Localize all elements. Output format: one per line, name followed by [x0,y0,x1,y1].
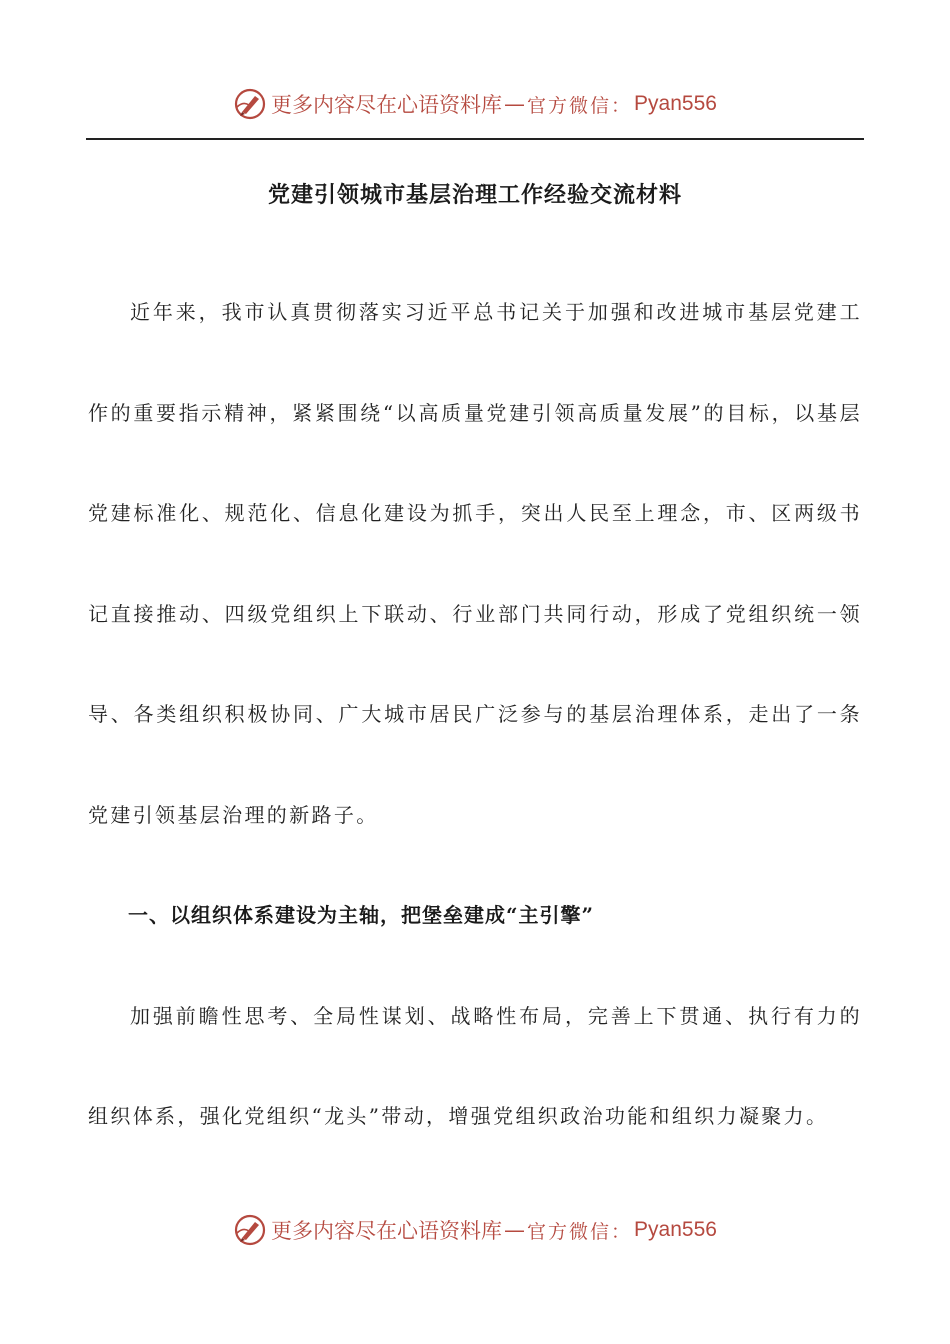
document-title: 党建引领城市基层治理工作经验交流材料 [267,182,682,208]
footer-dash: — [504,1218,526,1242]
banner-slogan: 更多内容尽在心语资料库 [271,93,503,117]
banner-wechat-label: 官方微信： [527,94,633,117]
pen-logo-icon [233,87,267,121]
paragraph-intro: 近年来，我市认真贯彻落实习近平总书记关于加强和改进城市基层党建工作的重要指示精神，紧紧围绕“以高质量党建引领高质量发展”的目标，以基层党建标准化、规范化、信息化建设为抓手，突出人民至上理念，市、区两级书记直接推动、四级党组织上下联动、行业部门共同行动，形成了党组织统一领导、各类组织积极协同、广大城市居民广泛参与的基层治理体系，走出了一条党建引领基层治理的新路子。 [88,300,862,827]
pen-logo-icon [233,1213,267,1247]
header-divider [86,138,864,140]
document-body [88,262,862,1167]
footer-wechat-label: 官方微信： [527,1220,633,1243]
footer-wechat-id: Pyan556 [634,1218,717,1241]
footer-slogan: 更多内容尽在心语资料库 [271,1219,503,1243]
banner-wechat-id: Pyan556 [634,92,717,115]
banner-dash: — [504,92,526,116]
section-heading-1: 一、以组织体系建设为主轴，把堡垒建成“主引擎” [128,903,595,927]
header-banner [0,84,950,124]
footer-banner [0,1210,950,1250]
paragraph-section-1: 加强前瞻性思考、全局性谋划、战略性布局，完善上下贯通、执行有力的组织体系，强化党组织“龙头”带动，增强党组织政治功能和组织力凝聚力。 [88,1003,862,1128]
